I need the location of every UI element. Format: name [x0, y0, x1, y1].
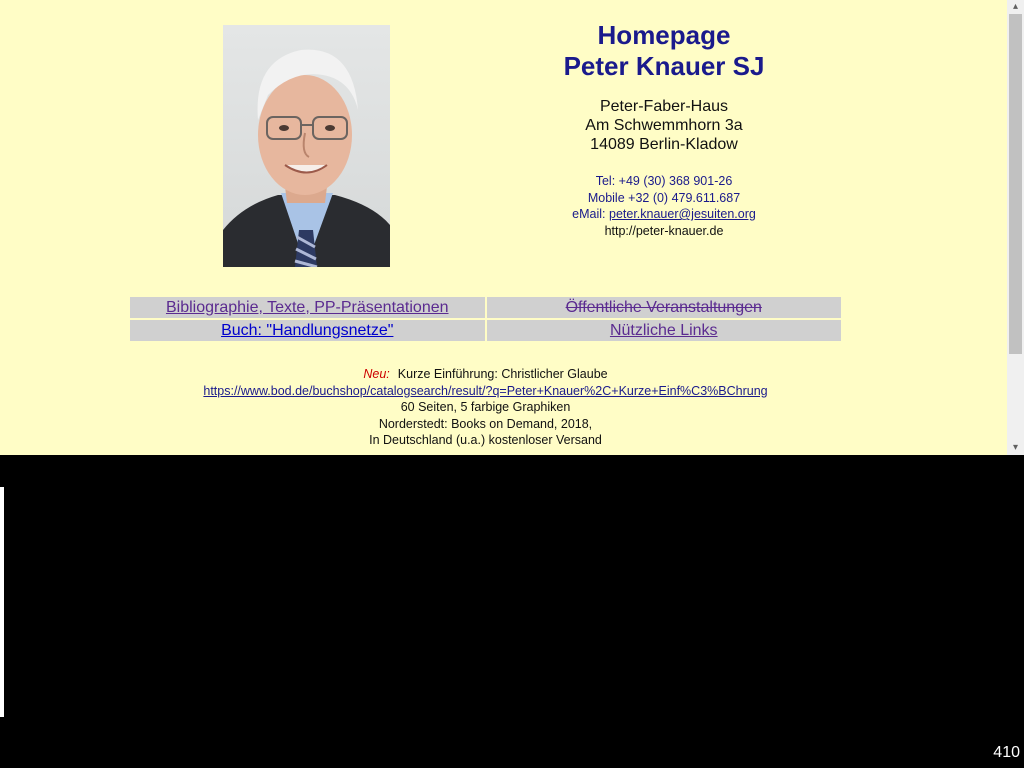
book-pages: 60 Seiten, 5 farbige Graphiken — [400, 400, 571, 414]
nav-cell-book — [130, 320, 485, 341]
email-row — [524, 206, 804, 223]
bibliography-link[interactable]: Bibliographie, Texte, PP-Präsentationen — [165, 298, 449, 316]
page-title — [524, 20, 804, 82]
book-shipping: In Deutschland (u.a.) kostenloser Versand — [369, 433, 602, 447]
email-label: eMail: — [572, 207, 606, 221]
navigation-table — [128, 295, 843, 343]
nav-row-1 — [130, 297, 841, 318]
address-line-3: 14089 Berlin-Kladow — [590, 136, 738, 153]
chevron-up-icon[interactable]: ▴ — [1012, 1, 1019, 12]
book-shop-link[interactable]: https://www.bod.de/buchshop/catalogsearch/result/?q=Peter+Knauer%2C+Kurze+Einf%C3%BChrung — [203, 383, 768, 398]
book-publisher: Norderstedt: Books on Demand, 2018, — [378, 416, 593, 431]
panel-edge — [0, 487, 4, 717]
events-link[interactable]: Öffentliche Veranstaltungen — [565, 298, 762, 316]
nav-row-2 — [130, 320, 841, 341]
news-headline — [128, 366, 843, 383]
useful-links-link[interactable]: Nützliche Links — [609, 321, 718, 339]
email-link[interactable]: peter.knauer@jesuiten.org — [609, 207, 756, 221]
phone-number: Tel: +49 (30) 368 901-26 — [595, 174, 733, 188]
slide-number: 410 — [993, 744, 1020, 761]
chevron-down-icon[interactable]: ▾ — [1012, 442, 1019, 453]
vertical-scrollbar[interactable] — [1007, 0, 1024, 455]
portrait-photo — [223, 25, 390, 267]
postal-address — [524, 97, 804, 154]
book-link[interactable]: Buch: "Handlungsnetze" — [221, 321, 394, 339]
scrollbar-thumb[interactable] — [1009, 14, 1022, 354]
address-line-2: Am Schwemmhorn 3a — [585, 117, 743, 134]
news-book-title: Kurze Einführung: Christlicher Glaube — [397, 367, 608, 381]
address-line-1: Peter-Faber-Haus — [599, 98, 729, 115]
website-url: http://peter-knauer.de — [604, 223, 724, 238]
title-homepage: Homepage — [597, 20, 731, 50]
title-name: Peter Knauer SJ — [563, 51, 765, 81]
new-label: Neu: — [363, 367, 390, 381]
nav-cell-bibliography — [130, 297, 485, 318]
mobile-number: Mobile +32 (0) 479.611.687 — [587, 190, 741, 205]
contact-header — [524, 20, 804, 239]
nav-cell-links — [487, 320, 842, 341]
contact-details — [524, 173, 804, 239]
news-section — [128, 366, 843, 449]
nav-cell-events — [487, 297, 842, 318]
